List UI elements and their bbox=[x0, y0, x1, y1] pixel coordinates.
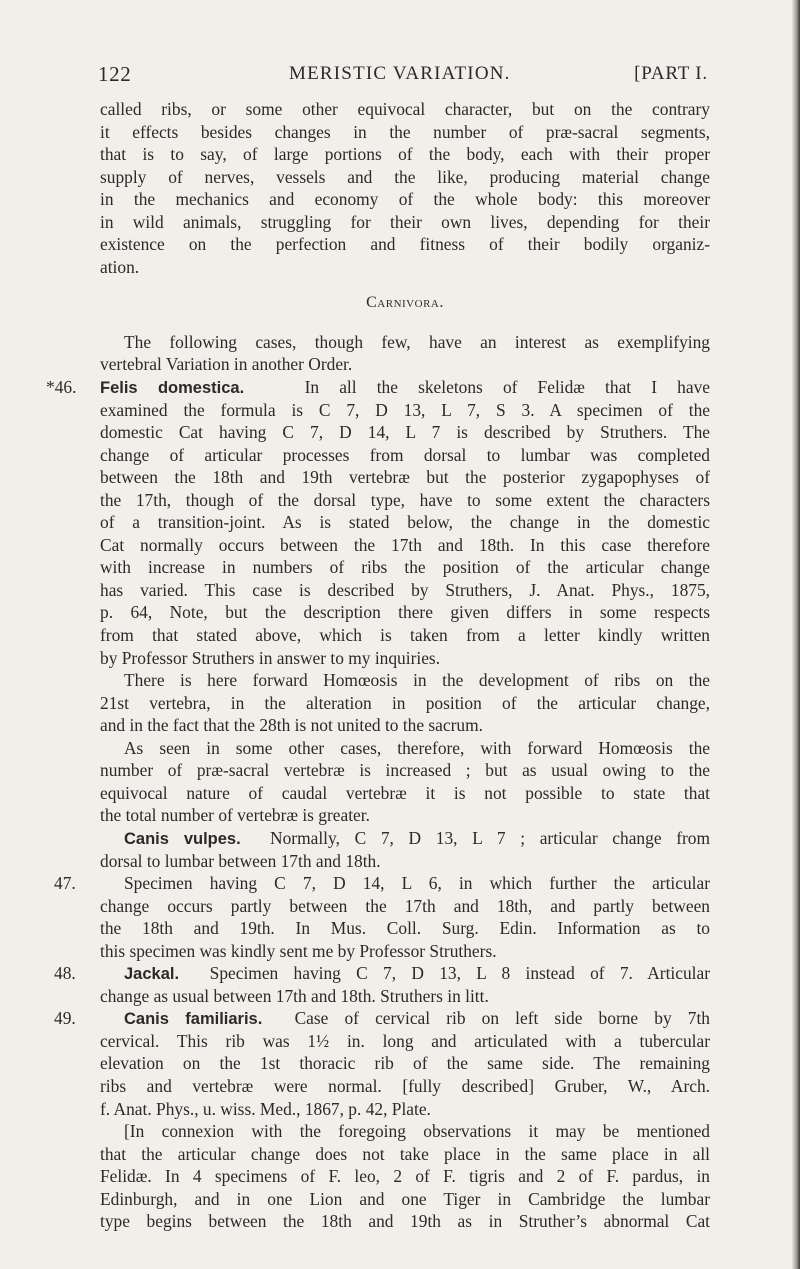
text-line: existence on the perfection and fitness of their bodily organiz- bbox=[100, 234, 710, 255]
text-line: f. Anat. Phys., u. wiss. Med., 1867, p. 42, Plate. bbox=[100, 1098, 431, 1119]
entry-number: *46. bbox=[46, 377, 77, 398]
species-name: Jackal. bbox=[124, 965, 180, 984]
text-line: with increase in numbers of ribs the position of the articular change bbox=[100, 557, 710, 578]
page-edge-shadow bbox=[792, 0, 800, 1269]
text-line: the total number of vertebræ is greater. bbox=[100, 805, 370, 826]
species-name: Canis familiaris. bbox=[124, 1010, 263, 1029]
text-line: type begins between the 18th and 19th as in Struther’s abnormal Cat bbox=[100, 1211, 710, 1232]
page-body bbox=[46, 98, 711, 1233]
text-line: and in the fact that the 28th is not united to the sacrum. bbox=[100, 715, 483, 736]
text-line: ribs and vertebræ were normal. [fully described] Gruber, W., Arch. bbox=[100, 1075, 710, 1096]
text-line: called ribs, or some other equivocal character, but on the contrary bbox=[100, 99, 710, 119]
running-title: MERISTIC VARIATION. bbox=[289, 63, 511, 84]
species-name: Felis domestica. bbox=[100, 379, 245, 398]
page-number: 122 bbox=[98, 62, 132, 86]
text-line: Cat normally occurs between the 17th and 18th. In this case therefore bbox=[100, 534, 710, 555]
entry-47-first-line bbox=[54, 872, 710, 895]
text-line: domestic Cat having C 7, D 14, L 7 is described by Struthers. The bbox=[100, 422, 710, 443]
entry-text: In all the skeletons of Felidæ that I have bbox=[304, 377, 710, 398]
entry-49-first-line bbox=[54, 1007, 710, 1030]
text-line: that is to say, of large portions of the body, each with their proper bbox=[100, 144, 710, 165]
text-line: change as usual between 17th and 18th. Struthers in litt. bbox=[100, 985, 489, 1006]
text-line: cervical. This rib was 1½ in. long and articulated with a tubercular bbox=[100, 1030, 710, 1051]
text-line: There is here forward Homœosis in the development of ribs on the bbox=[124, 670, 710, 691]
text-line: between the 18th and 19th vertebræ but the posterior zygapophyses of bbox=[100, 467, 710, 488]
text-line: number of præ-sacral vertebræ is increased ; but as usual owing to the bbox=[100, 760, 710, 781]
text-line: in the mechanics and economy of the whole body: this moreover bbox=[100, 189, 710, 210]
text-line: the 17th, though of the dorsal type, have to some extent the characters bbox=[100, 489, 710, 510]
entry-text: Normally, C 7, D 13, L 7 ; articular change from bbox=[270, 827, 711, 848]
text-line: 21st vertebra, in the alteration in position of the articular change, bbox=[100, 692, 710, 713]
text-line: examined the formula is C 7, D 13, L 7, S 3. A specimen of the bbox=[100, 399, 710, 420]
text-line: ation. bbox=[100, 256, 140, 277]
text-line: vertebral Variation in another Order. bbox=[100, 354, 353, 375]
canis-vulpes-first-line bbox=[100, 827, 710, 850]
text-line: by Professor Struthers in answer to my inquiries. bbox=[100, 647, 441, 668]
text-line: Edinburgh, and in one Lion and one Tiger in Cambridge the lumbar bbox=[100, 1188, 710, 1209]
text-line: dorsal to lumbar between 17th and 18th. bbox=[100, 850, 381, 871]
text-line: the 18th and 19th. In Mus. Coll. Surg. Edin. Information as to bbox=[100, 918, 710, 939]
text-line: As seen in some other cases, therefore, with forward Homœosis the bbox=[124, 737, 710, 758]
entry-text: Case of cervical rib on left side borne by 7th bbox=[294, 1008, 710, 1029]
text-line: [In connexion with the foregoing observations it may be mentioned bbox=[124, 1121, 710, 1142]
text-line: that the articular change does not take place in the same place in all bbox=[100, 1143, 710, 1164]
entry-48-first-line bbox=[54, 962, 710, 985]
text-line: from that stated above, which is taken from a letter kindly written bbox=[100, 625, 710, 646]
text-line bbox=[100, 331, 710, 354]
text-line: change of articular processes from dorsal to lumbar was completed bbox=[100, 444, 710, 465]
species-name: Canis vulpes. bbox=[124, 829, 241, 848]
text-line: p. 64, Note, but the description there given differs in some respects bbox=[100, 602, 710, 623]
section-heading-text: Carnivora. bbox=[366, 294, 444, 312]
text-line: supply of nerves, vessels and the like, producing material change bbox=[100, 166, 710, 187]
text-line: elevation on the 1st thoracic rib of the same side. The remaining bbox=[100, 1053, 710, 1074]
part-label: [PART I. bbox=[634, 63, 708, 84]
text-line: change occurs partly between the 17th and 18th, and partly between bbox=[100, 895, 710, 916]
entry-text: Specimen having C 7, D 14, L 6, in which further the articular bbox=[124, 873, 710, 894]
text-line: it effects besides changes in the number of præ-sacral segments, bbox=[100, 121, 710, 142]
text-line: of a transition-joint. As is stated below, the change in the domestic bbox=[100, 512, 710, 533]
text-line: equivocal nature of caudal vertebræ it is not possible to state that bbox=[100, 782, 710, 803]
entry-text: Specimen having C 7, D 13, L 8 instead of 7. Articular bbox=[209, 963, 710, 984]
entry-number: 47. bbox=[54, 873, 76, 894]
text-line: has varied. This case is described by Struthers, J. Anat. Phys., 1875, bbox=[100, 579, 710, 600]
section-heading bbox=[100, 292, 710, 315]
para1-line: The following cases, though few, have an interest as exemplifying bbox=[124, 331, 710, 352]
entry-number: 49. bbox=[54, 1008, 76, 1029]
entry-number: 48. bbox=[54, 963, 76, 984]
text-line: Felidæ. In 4 specimens of F. leo, 2 of F. tigris and 2 of F. pardus, in bbox=[100, 1166, 710, 1187]
entry-46-first-line bbox=[46, 376, 710, 399]
text-line: in wild animals, struggling for their own lives, depending for their bbox=[100, 211, 710, 232]
running-header bbox=[98, 62, 708, 86]
text-line: this specimen was kindly sent me by Professor Struthers. bbox=[100, 940, 497, 961]
